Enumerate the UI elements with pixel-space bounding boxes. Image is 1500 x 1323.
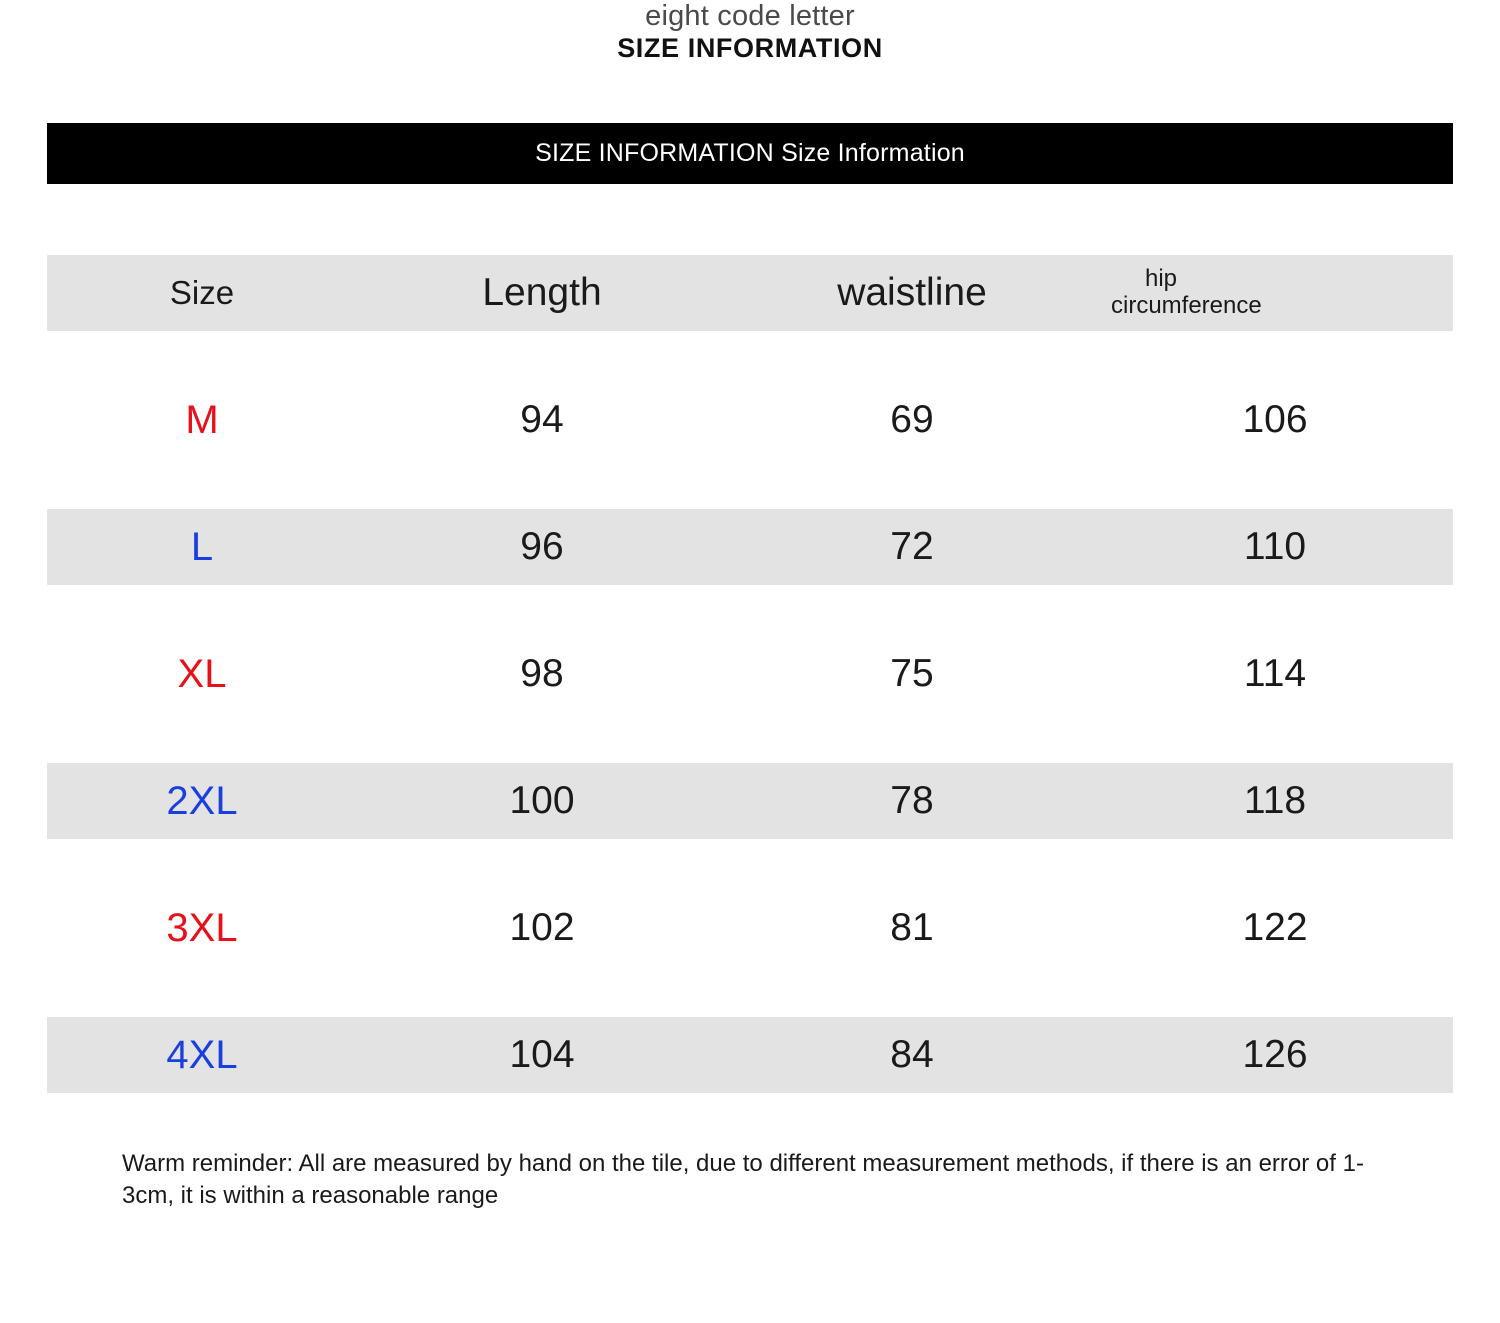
- table-header-row: [47, 255, 1453, 331]
- cell-waistline: 69: [890, 398, 934, 441]
- cell-hip: 122: [1242, 906, 1308, 949]
- size-information-banner: SIZE INFORMATION Size Information: [47, 123, 1453, 184]
- cell-hip: 110: [1243, 525, 1307, 568]
- table-row: [47, 1017, 1453, 1093]
- page-title: SIZE INFORMATION: [617, 33, 883, 63]
- table-row: [47, 890, 1453, 966]
- cell-length: 98: [520, 652, 564, 695]
- cell-waistline: 72: [890, 525, 934, 568]
- column-header-length: Length: [482, 271, 602, 314]
- header-gap: [47, 331, 1453, 382]
- cell-size: 2XL: [166, 778, 238, 823]
- table-row: [47, 763, 1453, 839]
- column-header-size: Size: [169, 274, 235, 311]
- column-header-waistline: waistline: [837, 271, 987, 314]
- cell-length: 96: [520, 525, 564, 568]
- cell-waistline: 84: [890, 1033, 934, 1076]
- cell-length: 100: [509, 779, 575, 822]
- row-gap: [47, 585, 1453, 636]
- cell-hip: 126: [1242, 1033, 1308, 1076]
- row-gap: [47, 712, 1453, 763]
- cell-length: 102: [509, 906, 575, 949]
- cell-hip: 118: [1243, 779, 1307, 822]
- cell-size: XL: [177, 651, 227, 696]
- table-row: [47, 509, 1453, 585]
- cell-size: 4XL: [166, 1032, 238, 1077]
- size-table: [47, 255, 1453, 1093]
- cell-length: 104: [509, 1033, 575, 1076]
- cell-size: L: [190, 524, 214, 569]
- faint-header-text: eight code letter: [645, 0, 855, 32]
- cell-size: M: [185, 397, 219, 442]
- hip-label-line1: hip: [1145, 265, 1178, 293]
- cell-hip: 106: [1242, 398, 1308, 441]
- cell-waistline: 75: [890, 652, 934, 695]
- row-gap: [47, 966, 1453, 1017]
- cell-hip: 114: [1243, 652, 1307, 695]
- cell-waistline: 81: [890, 906, 934, 949]
- cell-size: 3XL: [166, 905, 238, 950]
- column-header-hip-circumference: [1097, 266, 1453, 320]
- hip-label-line2: circumference: [1111, 292, 1262, 319]
- table-row: [47, 636, 1453, 712]
- table-row: [47, 382, 1453, 458]
- row-gap: [47, 839, 1453, 890]
- cell-length: 94: [520, 398, 564, 441]
- cell-waistline: 78: [890, 779, 934, 822]
- row-gap: [47, 458, 1453, 509]
- warm-reminder-note: Warm reminder: All are measured by hand on the tile, due to different measurement methods, if there is an error of 1-3cm, it is within a reasonable range: [122, 1150, 1364, 1210]
